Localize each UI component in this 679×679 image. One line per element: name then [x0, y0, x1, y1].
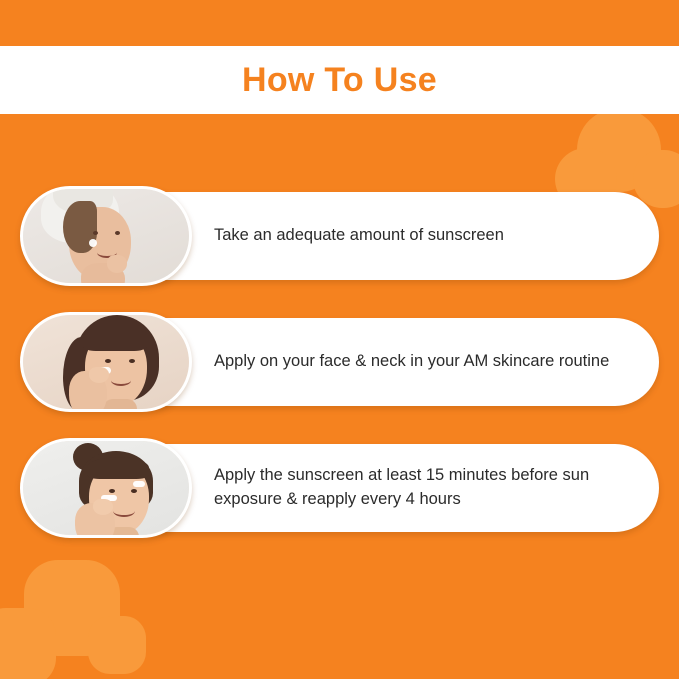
decorative-blob-bottom-left-3	[88, 616, 146, 674]
list-item	[20, 186, 659, 286]
list-item	[20, 438, 659, 538]
decorative-blob-bottom-left-2	[0, 608, 56, 679]
steps-list	[0, 186, 679, 564]
step-card	[112, 192, 659, 280]
list-item	[20, 312, 659, 412]
page-title: How To Use	[241, 60, 438, 99]
step-image-2	[20, 312, 192, 412]
step-text: Take an adequate amount of sunscreen	[214, 226, 504, 245]
title-band	[0, 46, 679, 114]
decorative-blob-bottom-left-1	[24, 560, 120, 656]
decorative-blob-top-right-1	[577, 108, 661, 192]
step-image-1	[20, 186, 192, 286]
step-card	[112, 444, 659, 532]
step-text: Apply on your face & neck in your AM skincare routine	[214, 352, 610, 371]
step-text: Apply the sunscreen at least 15 minutes before sun exposure & reapply every 4 hours	[214, 466, 590, 508]
step-card	[112, 318, 659, 406]
step-image-3	[20, 438, 192, 538]
